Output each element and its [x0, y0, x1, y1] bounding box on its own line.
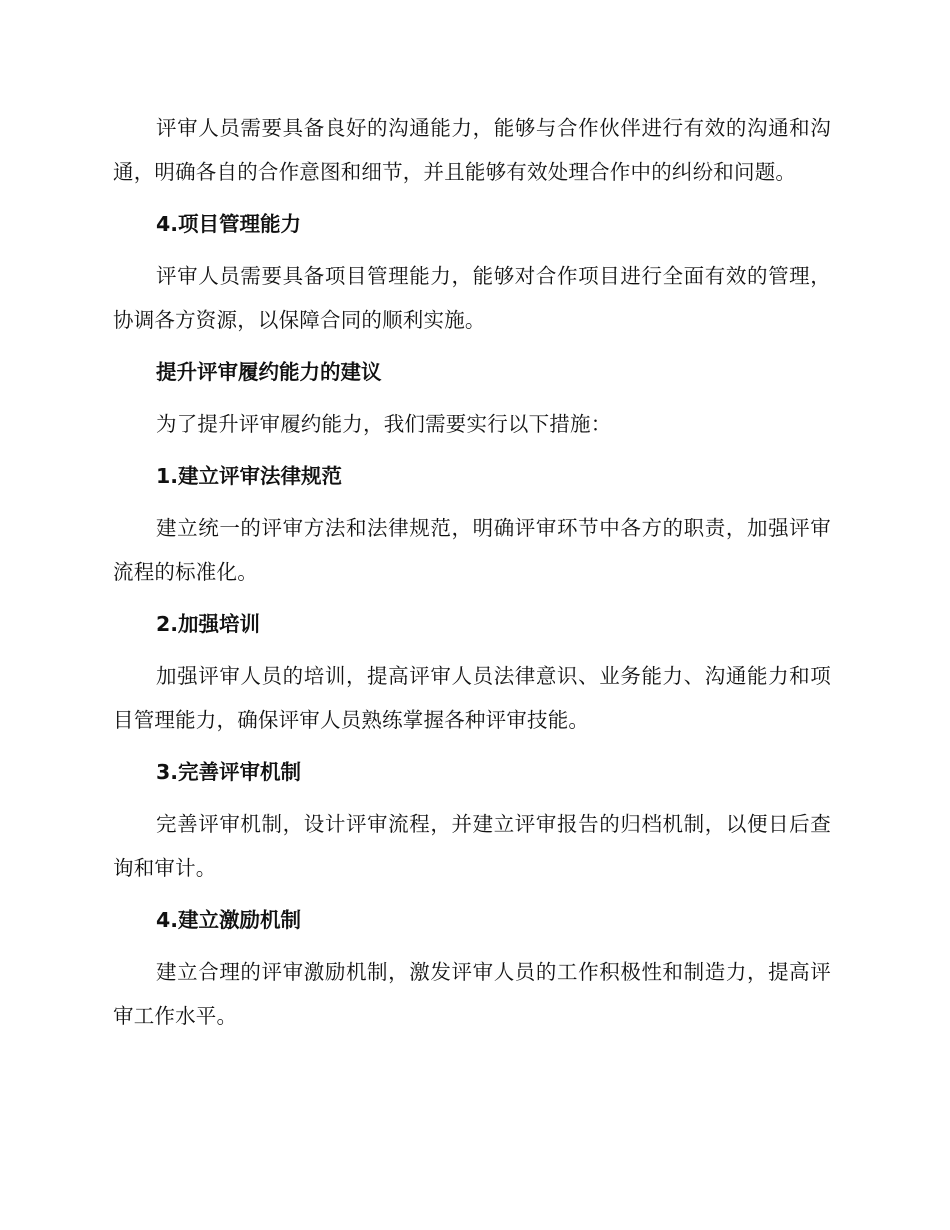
- spacer: [113, 394, 831, 402]
- spacer: [113, 498, 831, 506]
- document-page: [113, 106, 831, 1038]
- paragraph-project-management: 评审人员需要具备项目管理能力，能够对合作项目进行全面有效的管理，协调各方资源，以保障合同的顺利实施。: [113, 264, 831, 332]
- heading-review-mechanism: 3.完善评审机制: [156, 760, 302, 784]
- spacer: [113, 890, 831, 898]
- spacer: [113, 594, 831, 602]
- spacer: [113, 194, 831, 202]
- heading-project-management: 4.项目管理能力: [156, 212, 302, 236]
- spacer: [113, 446, 831, 454]
- heading-incentive-mechanism: 4.建立激励机制: [156, 908, 302, 932]
- spacer: [113, 342, 831, 350]
- heading-training: 2.加强培训: [156, 612, 261, 636]
- paragraph-suggestions-intro: 为了提升评审履约能力，我们需要实行以下措施：: [156, 412, 612, 436]
- paragraph-review-mechanism: 完善评审机制，设计评审流程，并建立评审报告的归档机制，以便日后查询和审计。: [113, 812, 831, 880]
- spacer: [113, 942, 831, 950]
- heading-suggestions: 提升评审履约能力的建议: [156, 360, 382, 384]
- paragraph-legal-standards: 建立统一的评审方法和法律规范，明确评审环节中各方的职责，加强评审流程的标准化。: [113, 516, 831, 584]
- spacer: [113, 246, 831, 254]
- heading-legal-standards: 1.建立评审法律规范: [156, 464, 343, 488]
- spacer: [113, 646, 831, 654]
- spacer: [113, 742, 831, 750]
- spacer: [113, 794, 831, 802]
- paragraph-incentive-mechanism: 建立合理的评审激励机制，激发评审人员的工作积极性和制造力，提高评审工作水平。: [113, 960, 831, 1028]
- paragraph-communication: 评审人员需要具备良好的沟通能力，能够与合作伙伴进行有效的沟通和沟通，明确各自的合作意图和细节，并且能够有效处理合作中的纠纷和问题。: [113, 116, 831, 184]
- paragraph-training: 加强评审人员的培训，提高评审人员法律意识、业务能力、沟通能力和项目管理能力，确保评审人员熟练掌握各种评审技能。: [113, 664, 831, 732]
